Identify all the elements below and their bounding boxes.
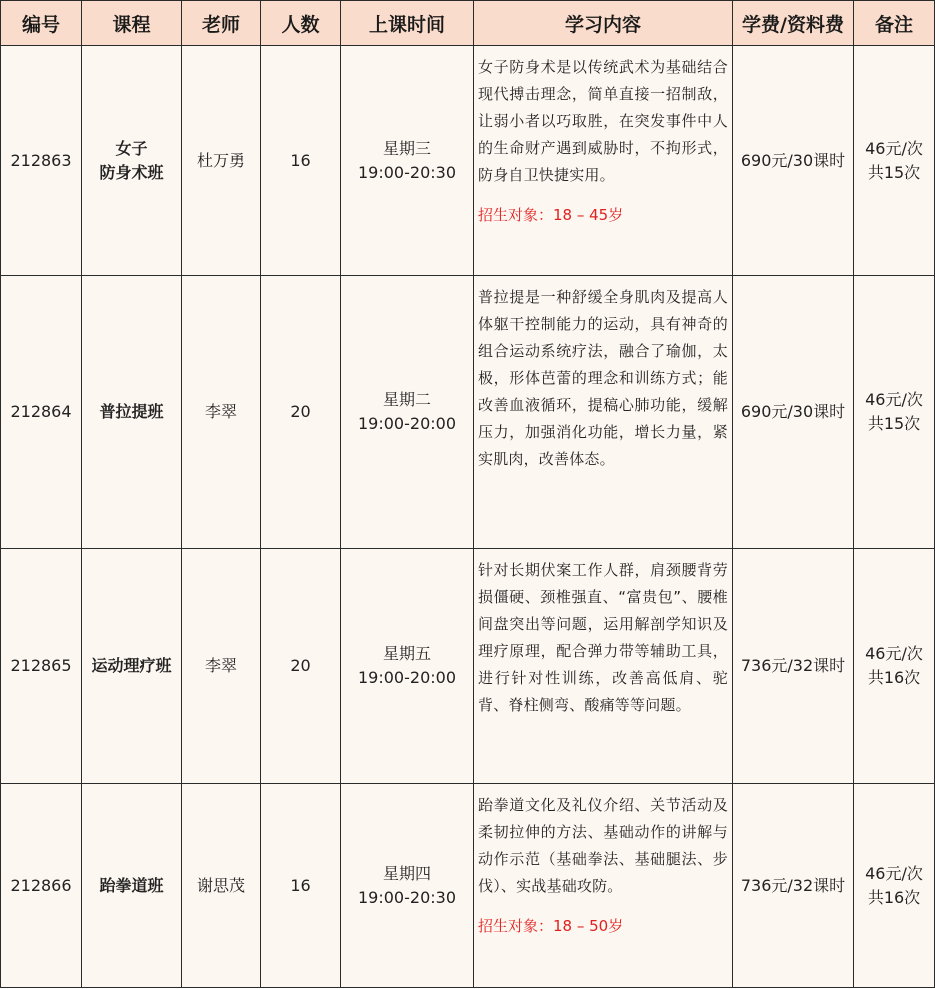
cell-teacher: 李翠 (182, 276, 261, 549)
cell-teacher: 杜万勇 (182, 46, 261, 276)
table-row (1, 549, 935, 784)
cell-content (474, 784, 733, 988)
time-range: 19:00-20:00 (358, 668, 456, 687)
cell-id: 212864 (1, 276, 82, 549)
header-time: 上课时间 (341, 1, 474, 46)
cell-time (341, 46, 474, 276)
content-text: 普拉提是一种舒缓全身肌肉及提高人体躯干控制能力的运动，具有神奇的组合运动系统疗法，融合了瑜伽，太极，形体芭蕾的理念和训练方式；能改善血液循环，提稿心肺功能，缓解压力，加强消化功能，增长力量，紧实肌肉，改善体态。 (478, 288, 728, 468)
header-course: 课程 (82, 1, 182, 46)
course-name-line: 防身术班 (99, 162, 164, 182)
cell-note (854, 46, 935, 276)
cell-count: 16 (261, 46, 341, 276)
note-line: 共16次 (867, 887, 921, 907)
note-line: 共16次 (867, 668, 921, 687)
cell-id: 212863 (1, 46, 82, 276)
cell-course (82, 46, 182, 276)
time-day: 星期五 (382, 644, 431, 663)
time-day: 星期二 (382, 390, 431, 409)
course-name-line: 运动理疗班 (91, 656, 172, 675)
cell-teacher: 李翠 (182, 549, 261, 784)
course-name-line: 普拉提班 (99, 402, 164, 421)
table-row (1, 784, 935, 988)
cell-course (82, 276, 182, 549)
cell-course (82, 784, 182, 988)
cell-id: 212865 (1, 549, 82, 784)
time-range: 19:00-20:30 (358, 162, 456, 182)
note-line: 共15次 (867, 414, 921, 433)
content-text: 跆拳道文化及礼仪介绍、关节活动及柔韧拉伸的方法、基础动作的讲解与动作示范（基础拳法、基础腿法、步伐）、实战基础攻防。 (478, 796, 728, 895)
course-name-line: 女子 (115, 138, 148, 158)
header-content: 学习内容 (474, 1, 733, 46)
cell-count: 20 (261, 549, 341, 784)
target-audience: 招生对象：18 – 45岁 (478, 206, 624, 224)
cell-course (82, 549, 182, 784)
cell-teacher: 谢思茂 (182, 784, 261, 988)
course-name-line: 跆拳道班 (99, 875, 164, 895)
cell-time (341, 276, 474, 549)
time-range: 19:00-20:30 (358, 887, 456, 907)
content-text: 女子防身术是以传统武术为基础结合现代搏击理念，简单直接一招制敌，让弱小者以巧取胜，在突发事件中人的生命财产遇到威胁时，不拘形式，防身自卫快捷实用。 (478, 58, 728, 184)
time-day: 星期四 (382, 863, 431, 883)
header-fee: 学费/资料费 (733, 1, 854, 46)
time-day: 星期三 (382, 138, 431, 158)
header-id: 编号 (1, 1, 82, 46)
target-audience: 招生对象：18 – 50岁 (478, 917, 624, 935)
cell-note (854, 784, 935, 988)
header-note: 备注 (854, 1, 935, 46)
cell-count: 20 (261, 276, 341, 549)
cell-fee: 690元/30课时 (733, 46, 854, 276)
cell-fee: 736元/32课时 (733, 549, 854, 784)
cell-fee: 736元/32课时 (733, 784, 854, 988)
time-range: 19:00-20:00 (358, 414, 456, 433)
content-text: 针对长期伏案工作人群，肩颈腰背劳损僵硬、颈椎强直、“富贵包”、腰椎间盘突出等问题，运用解剖学知识及理疗原理，配合弹力带等辅助工具，进行针对性训练，改善高低肩、驼背、脊柱侧弯、酸痛等等问题。 (478, 561, 728, 714)
cell-content (474, 276, 733, 549)
cell-note (854, 276, 935, 549)
note-line: 共15次 (867, 162, 921, 182)
cell-time (341, 549, 474, 784)
note-line: 46元/次 (865, 138, 923, 158)
cell-fee: 690元/30课时 (733, 276, 854, 549)
note-line: 46元/次 (865, 863, 923, 883)
cell-count: 16 (261, 784, 341, 988)
cell-content (474, 46, 733, 276)
cell-id: 212866 (1, 784, 82, 988)
cell-content (474, 549, 733, 784)
table-row (1, 276, 935, 549)
table-row (1, 46, 935, 276)
cell-time (341, 784, 474, 988)
cell-note (854, 549, 935, 784)
header-row (1, 1, 935, 46)
header-teacher: 老师 (182, 1, 261, 46)
header-count: 人数 (261, 1, 341, 46)
note-line: 46元/次 (865, 390, 923, 409)
note-line: 46元/次 (865, 644, 923, 663)
